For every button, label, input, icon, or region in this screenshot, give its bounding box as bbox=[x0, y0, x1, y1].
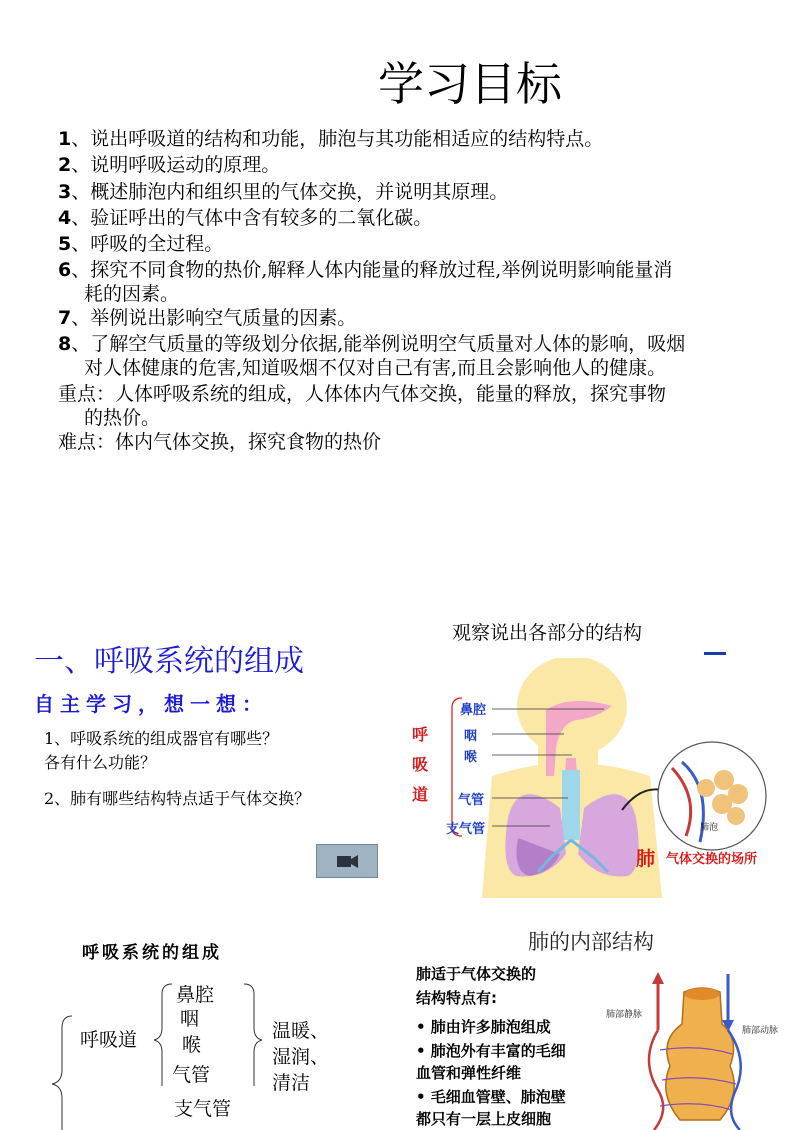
alveolus-diagram bbox=[600, 970, 800, 1130]
lung-structure-title: 肺的内部结构 bbox=[528, 930, 654, 954]
label-lung: 肺 bbox=[636, 848, 656, 870]
features-heading: 肺适于气体交换的 结构特点有: bbox=[416, 965, 537, 1007]
objective-8: 8、了解空气质量的等级划分依据,能举例说明空气质量对人体的影响，吸烟 对人体健康的危害,知道吸烟不仅对自己有害,而且会影响他人的健康。 bbox=[58, 333, 686, 379]
video-play-button[interactable] bbox=[316, 844, 378, 878]
difficulty: 难点：体内气体交换，探究食物的热价 bbox=[58, 431, 382, 453]
feature-2: • 肺泡外有丰富的毛细 血管和弹性纤维 bbox=[416, 1042, 566, 1082]
airway-char-2: 吸 bbox=[412, 755, 429, 774]
function-clean: 清洁 bbox=[272, 1072, 311, 1094]
label-alveoli: 肺泡 bbox=[700, 823, 719, 833]
label-nasal-cavity: 鼻腔 bbox=[460, 703, 487, 718]
decorative-dash bbox=[704, 652, 726, 655]
classification-braces bbox=[48, 976, 278, 1130]
airway-char-3: 道 bbox=[412, 785, 429, 804]
label-gas-exchange: 气体交换的场所 bbox=[666, 852, 758, 867]
question-1: 1、呼吸系统的组成器官有哪些？ 各有什么功能？ bbox=[44, 729, 279, 772]
organ-nasal-cavity: 鼻腔 bbox=[176, 984, 215, 1006]
objective-2: 2、说明呼吸运动的原理。 bbox=[58, 154, 281, 176]
airway-char-1: 呼 bbox=[412, 725, 429, 744]
function-moisten: 湿润、 bbox=[272, 1046, 330, 1068]
objective-1: 1、说出呼吸道的结构和功能，肺泡与其功能相适应的结构特点。 bbox=[58, 128, 604, 150]
objective-3: 3、概述肺泡内和组织里的气体交换，并说明其原理。 bbox=[58, 181, 509, 203]
organ-larynx: 喉 bbox=[182, 1034, 202, 1056]
video-camera-icon bbox=[317, 845, 377, 877]
objective-4: 4、验证呼出的气体中含有较多的二氧化碳。 bbox=[58, 207, 433, 229]
function-warm: 温暖、 bbox=[272, 1020, 330, 1042]
objective-6: 6、探究不同食物的热价,解释人体内能量的释放过程,举例说明影响能量消 耗的因素。 bbox=[58, 259, 673, 305]
slide3-title: 呼吸系统的组成 bbox=[82, 943, 222, 963]
label-trachea: 气管 bbox=[458, 793, 485, 808]
label-pulmonary-vein: 肺部静脉 bbox=[606, 1010, 643, 1020]
page-title: 学习目标 bbox=[378, 57, 562, 111]
feature-3: • 毛细血管壁、肺泡壁 都只有一层上皮细胞 bbox=[416, 1088, 566, 1128]
diagram-title: 观察说出各部分的结构 bbox=[452, 622, 643, 644]
feature-1: • 肺由许多肺泡组成 bbox=[416, 1018, 551, 1036]
question-2: 2、肺有哪些结构特点适于气体交换？ bbox=[44, 789, 311, 808]
label-pharynx: 咽 bbox=[464, 729, 478, 744]
objective-5: 5、呼吸的全过程。 bbox=[58, 233, 224, 255]
key-points: 重点：人体呼吸系统的组成，人体体内气体交换，能量的释放，探究事物 的热价。 bbox=[58, 383, 667, 429]
organ-bronchi: 支气管 bbox=[174, 1098, 232, 1120]
organ-trachea: 气管 bbox=[172, 1064, 211, 1086]
respiratory-tract-label: 呼吸道 bbox=[80, 1029, 138, 1051]
organ-pharynx: 咽 bbox=[180, 1008, 200, 1030]
section-heading: 一、呼吸系统的组成 bbox=[34, 644, 304, 679]
label-bronchi: 支气管 bbox=[446, 822, 486, 837]
label-larynx: 喉 bbox=[464, 750, 478, 765]
objective-7: 7、举例说出影响空气质量的因素。 bbox=[58, 307, 357, 329]
self-study-subheading: 自主学习，想一想： bbox=[34, 692, 268, 716]
label-pulmonary-artery: 肺部动脉 bbox=[742, 1026, 779, 1036]
